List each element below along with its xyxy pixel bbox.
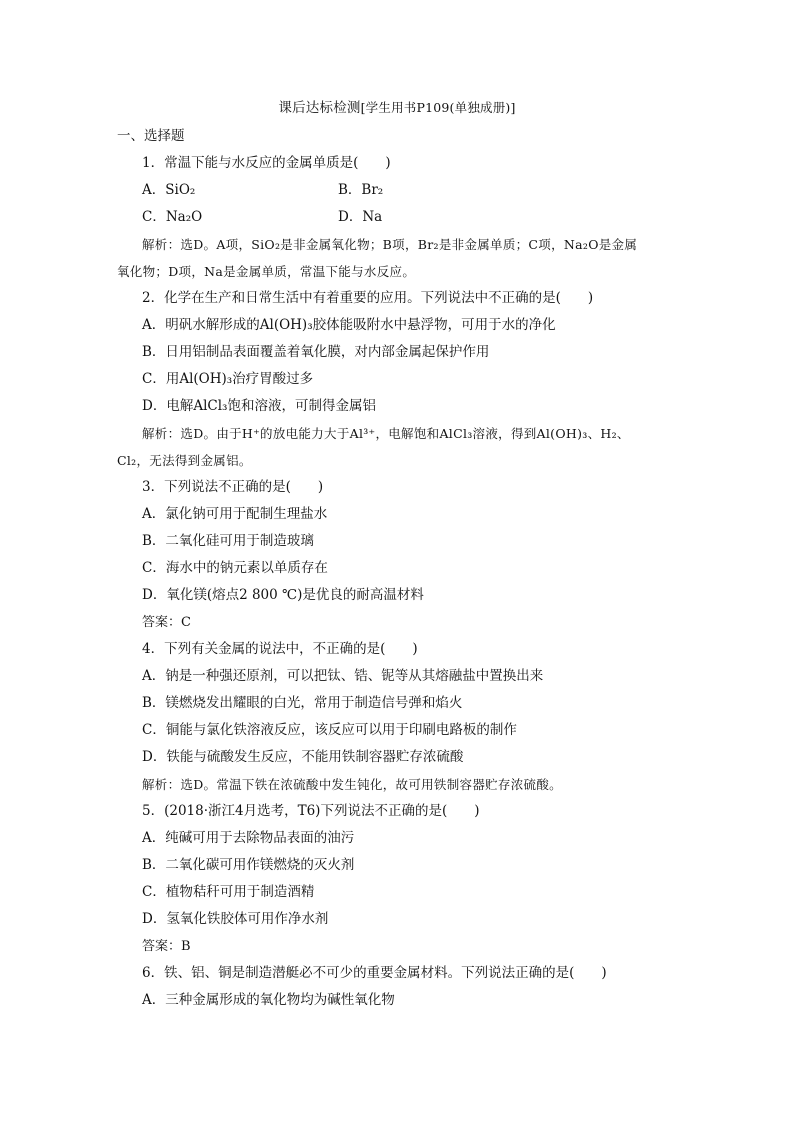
option-b: B．镁燃烧发出耀眼的白光，常用于制造信号弹和焰火 [142, 695, 463, 711]
option-d: D．铁能与硫酸发生反应，不能用铁制容器贮存浓硫酸 [142, 749, 464, 765]
option-b: B．日用铝制品表面覆盖着氧化膜，对内部金属起保护作用 [142, 344, 490, 360]
analysis-text: 解析：选D。A项，SiO₂是非金属氧化物；B项，Br₂是非金属单质；C项，Na₂O是金属 [142, 237, 638, 252]
question-list [117, 123, 687, 1014]
option-a: A．纯碱可用于去除物品表面的油污 [142, 830, 355, 846]
option-c: C．植物秸秆可用于制造酒精 [142, 884, 315, 900]
option-row [117, 204, 687, 231]
option-c: C．海水中的钠元素以单质存在 [142, 560, 328, 576]
option-a: A．氯化钠可用于配制生理盐水 [142, 506, 328, 522]
analysis-text: 解析：选D。由于H⁺的放电能力大于Al³⁺，电解饱和AlCl₃溶液，得到Al(OH)₃、H₂、 [142, 426, 630, 441]
question-stem: 5．(2018·浙江4月选考，T6)下列说法不正确的是( ) [142, 803, 480, 819]
option-row [117, 177, 687, 204]
option-d: D．氧化镁(熔点2 800 ℃)是优良的耐高温材料 [142, 587, 424, 603]
question-stem: 4．下列有关金属的说法中，不正确的是( ) [142, 641, 418, 657]
page-title [0, 96, 794, 116]
answer-text: 答案：B [142, 939, 191, 954]
title-main: 课后达标检测 [278, 100, 361, 116]
option-b: B．二氧化硅可用于制造玻璃 [142, 533, 314, 549]
option-c: C．Na₂O [142, 209, 203, 225]
option-b: B．二氧化碳可用作镁燃烧的灭火剂 [142, 857, 355, 873]
question-stem: 6．铁、铝、铜是制造潜艇必不可少的重要金属材料。下列说法正确的是( ) [142, 965, 607, 981]
option-d: D．Na [338, 209, 383, 225]
question-stem: 2．化学在生产和日常生活中有着重要的应用。下列说法中不正确的是( ) [142, 290, 594, 306]
option-c: C．用Al(OH)₃治疗胃酸过多 [142, 371, 314, 387]
option-a: A．明矾水解形成的Al(OH)₃胶体能吸附水中悬浮物，可用于水的净化 [142, 317, 556, 333]
option-c: C．铜能与氯化铁溶液反应，该反应可以用于印刷电路板的制作 [142, 722, 517, 738]
option-d: D．氢氧化铁胶体可用作净水剂 [142, 911, 329, 927]
answer-text: 答案：C [142, 615, 191, 630]
title-sub: [学生用书P109(单独成册)] [360, 100, 516, 115]
question-stem: 3．下列说法不正确的是( ) [142, 479, 324, 495]
option-d: D．电解AlCl₃饱和溶液，可制得金属铝 [142, 398, 376, 414]
question-stem: 1．常温下能与水反应的金属单质是( ) [142, 155, 391, 171]
analysis-text-continued: 氧化物；D项，Na是金属单质，常温下能与水反应。 [117, 264, 416, 279]
option-a: A．钠是一种强还原剂，可以把钛、锆、铌等从其熔融盐中置换出来 [142, 668, 544, 684]
section-heading: 一、选择题 [117, 128, 185, 144]
option-a: A．三种金属形成的氧化物均为碱性氧化物 [142, 992, 395, 1008]
option-b: B．Br₂ [338, 182, 384, 198]
analysis-text-continued: Cl₂，无法得到金属铝。 [117, 453, 252, 468]
analysis-text: 解析：选D。常温下铁在浓硫酸中发生钝化，故可用铁制容器贮存浓硫酸。 [142, 777, 562, 792]
option-a: A．SiO₂ [142, 182, 196, 198]
